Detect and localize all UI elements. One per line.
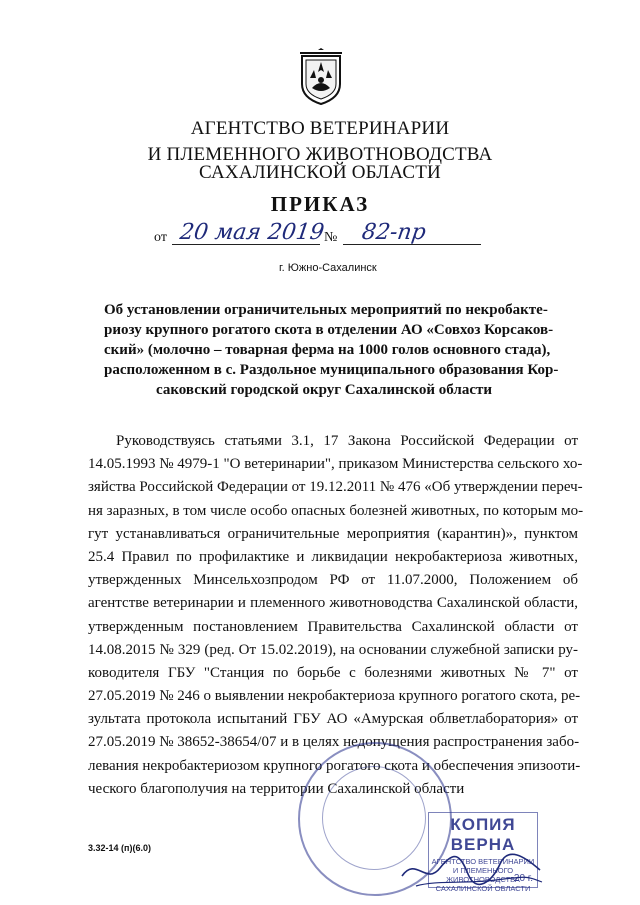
copy-certified-text: КОПИЯ ВЕРНА	[450, 815, 516, 854]
body-line: зяйства Российской Федерации от 19.12.2011 № 476 «Об утверждении переч-	[88, 479, 583, 496]
body-line: гут устанавливаться ограничительные мероприятия (карантин)», пунктом	[88, 525, 578, 542]
body-line: зультата протокола испытаний ГБУ АО «Амурская облветлаборатория» от	[88, 711, 578, 728]
body-line: 25.4 Правил по профилактике и ликвидации некробактериоза животных,	[88, 548, 578, 565]
agency-name-line-3: САХАЛИНСКОЙ ОБЛАСТИ	[199, 162, 441, 183]
body-line: утвержденным постановлением Правительства Сахалинской области от	[88, 618, 578, 635]
body-line: 14.08.2015 № 329 (ред. От 15.02.2019), на основании служебной записки ру-	[88, 641, 578, 658]
body-line: 14.05.1993 № 4979-1 "О ветеринарии", приказом Министерства сельского хо-	[88, 456, 583, 473]
body-line: ководителя ГБУ "Станция по борьбе с болезнями животных № 7" от	[88, 664, 578, 681]
body-line: 27.05.2019 № 246 о выявлении некробактериоза крупного рогатого скота, ре-	[88, 688, 581, 705]
order-body	[88, 430, 584, 801]
agency-name-line-2: И ПЛЕМЕННОГО ЖИВОТНОВОДСТВА	[147, 144, 493, 165]
body-line: ческого благополучия на территории Сахалинской области	[88, 780, 465, 797]
subject-line: ский» (молочно – товарная ферма на 1000 голов основного стада),	[104, 342, 551, 358]
subject-line: саковский городской округ Сахалинской области	[156, 382, 492, 398]
coat-of-arms-icon	[298, 48, 344, 106]
handwritten-date: 20 мая 2019	[178, 220, 326, 245]
body-line: утвержденных Минсельхозпродом РФ от 11.07.2000, Положением об	[88, 572, 578, 589]
date-label: от	[154, 230, 167, 245]
agency-name-line-1: АГЕНТСТВО ВЕТЕРИНАРИИ	[190, 118, 450, 139]
subject-line: расположенном в с. Раздольное муниципального образования Кор-	[104, 362, 559, 378]
signature-icon	[396, 846, 546, 892]
body-line: Руководствуясь статьями 3.1, 17 Закона Российской Федерации от	[116, 433, 578, 449]
city-name: г. Южно-Сахалинск	[279, 262, 377, 274]
body-line: 27.05.2019 № 38652-38654/07 и в целях недопущения распространения забо-	[88, 734, 580, 751]
body-line: ня заразных, в том числе особо опасных болезней животных, по которым мо-	[88, 502, 584, 519]
body-line: агентстве ветеринарии и племенного животноводства Сахалинской области,	[88, 595, 578, 612]
subject-line: Об установлении ограничительных мероприятий по некробакте-	[104, 302, 548, 318]
body-line: левания некробактериозом крупного рогатого скота и обеспечения эпизооти-	[88, 757, 581, 774]
subject-line: риозу крупного рогатого скота в отделении АО «Совхоз Корсаков-	[104, 322, 554, 338]
handwritten-number: 82-пр	[360, 220, 428, 245]
stamp-date-text: 20 г.	[513, 873, 533, 884]
order-subject	[104, 300, 559, 400]
number-label: №	[324, 230, 338, 245]
stamp-agency-text: АГЕНТСТВО ВЕТЕРИНАРИИ И ПЛЕМЕННОГО ЖИВОТНОВОДСТВА САХАЛИНСКОЙ ОБЛАСТИ	[431, 857, 535, 893]
order-title: ПРИКАЗ	[270, 192, 370, 216]
form-code: 3.32-14 (п)(6.0)	[88, 843, 151, 853]
